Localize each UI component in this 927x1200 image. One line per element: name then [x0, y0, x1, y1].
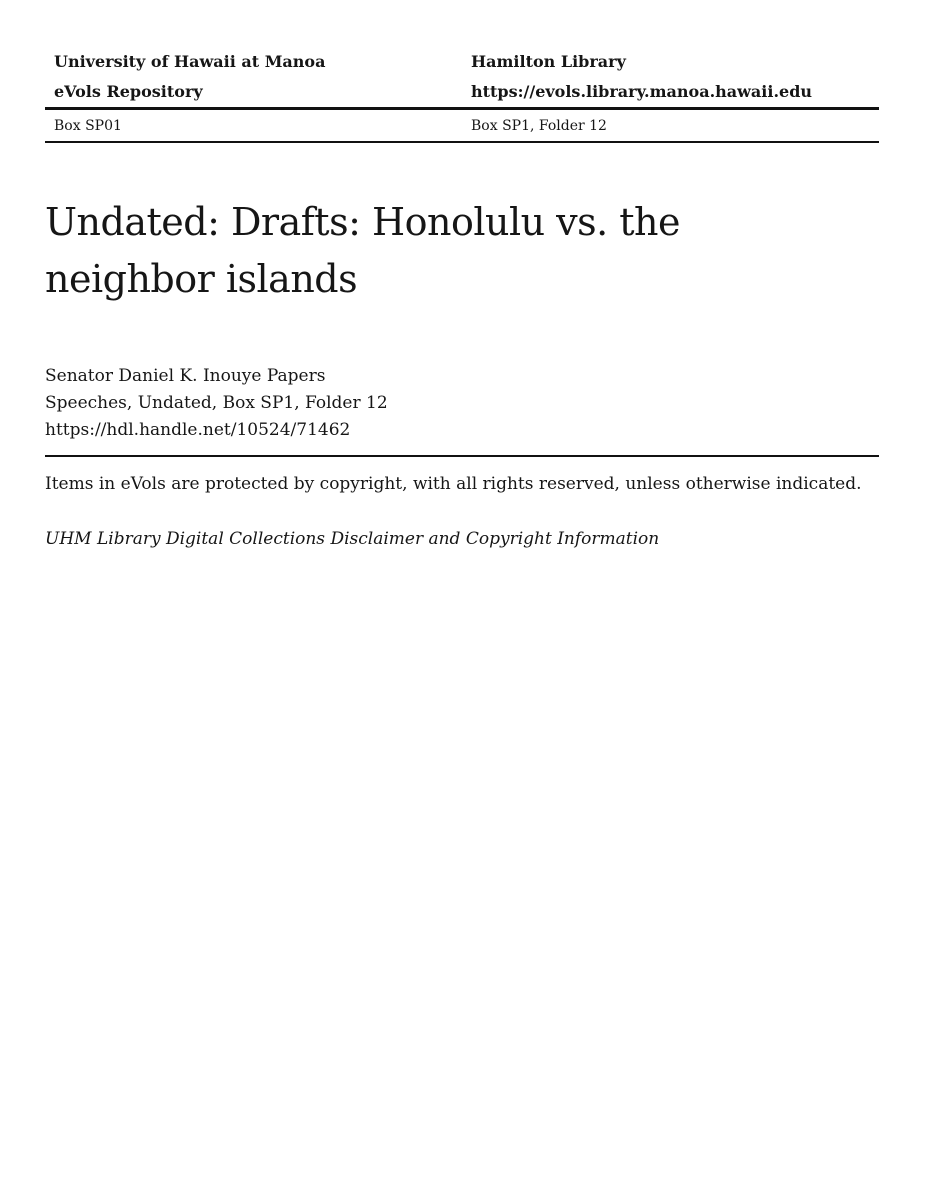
collection-name: Senator Daniel K. Inouye Papers — [45, 366, 326, 386]
repository-url[interactable]: https://evols.library.manoa.hawaii.edu — [471, 82, 813, 101]
copyright-notice: Items in eVols are protected by copyright, with all rights reserved, unless otherwise indicated. — [45, 474, 862, 494]
document-title — [45, 194, 879, 308]
document-title-line-1: Undated: Drafts: Honolulu vs. the — [45, 200, 681, 244]
header-table — [45, 45, 879, 143]
header-right-cell — [462, 45, 879, 109]
university-name: University of Hawaii at Manoa — [54, 52, 326, 71]
box-label-left: Box SP01 — [54, 118, 122, 134]
disclaimer-link[interactable]: UHM Library Digital Collections Disclaimer and Copyright Information — [45, 529, 660, 549]
header-org-row — [45, 45, 879, 109]
box-right-cell — [462, 109, 879, 143]
repository-name: eVols Repository — [54, 82, 203, 101]
box-left-cell — [45, 109, 462, 143]
metadata-block — [45, 363, 879, 444]
header-left-cell — [45, 45, 462, 109]
document-title-line-2: neighbor islands — [45, 257, 358, 301]
library-name: Hamilton Library — [471, 52, 626, 71]
handle-url[interactable]: https://hdl.handle.net/10524/71462 — [45, 420, 351, 440]
horizontal-rule — [45, 455, 879, 457]
item-location: Speeches, Undated, Box SP1, Folder 12 — [45, 393, 388, 413]
box-label-right: Box SP1, Folder 12 — [471, 118, 607, 134]
header-box-row — [45, 109, 879, 143]
